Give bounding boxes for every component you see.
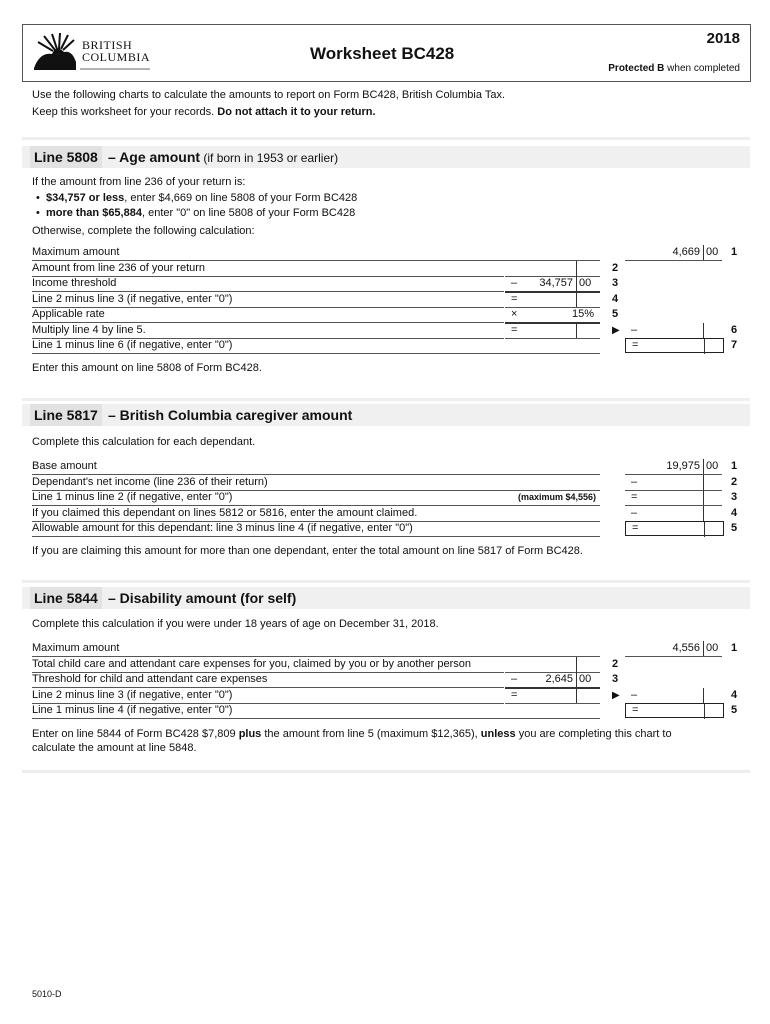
row-label: Allowable amount for this dependant: line 3 minus line 4 (if negative, enter "0") <box>32 521 600 537</box>
minus-sign: – <box>631 324 638 336</box>
amount-field[interactable] <box>505 323 600 339</box>
amount-field[interactable] <box>505 672 600 689</box>
row-label: Multiply line 4 by line 5. <box>32 323 504 339</box>
calc-row-6 <box>0 323 770 339</box>
row-label: Applicable rate <box>32 307 504 323</box>
title-bold: – British Columbia caregiver amount <box>108 407 353 423</box>
section-title <box>108 404 352 426</box>
calc-row-3 <box>0 672 770 688</box>
maximum-note: (maximum $4,556) <box>518 492 597 502</box>
line-number: 1 <box>731 460 738 472</box>
form-code: 5010-D <box>32 989 62 999</box>
calc-row-3 <box>0 276 770 292</box>
amount-field[interactable] <box>505 261 600 277</box>
footer-text: the amount from line 5 (maximum $12,365), <box>261 728 481 740</box>
cents: 00 <box>706 642 719 654</box>
row-label: Amount from line 236 of your return <box>32 261 504 277</box>
section-header-5817 <box>22 404 750 426</box>
amount-field[interactable] <box>625 459 722 475</box>
calc-row-3 <box>0 490 770 506</box>
row-label: Line 2 minus line 3 (if negative, enter "0") <box>32 688 504 704</box>
paragraph: Complete this calculation for each dependant. <box>32 436 256 448</box>
section-header-5844 <box>22 587 750 609</box>
line-number: 6 <box>731 324 738 336</box>
line-number: 2 <box>731 476 738 488</box>
logo-line-2: COLUMBIA <box>82 50 151 64</box>
line-number: 3 <box>731 491 738 503</box>
title-bold: – Disability amount (for self) <box>108 590 297 606</box>
amount-field[interactable] <box>625 688 722 704</box>
multiply-sign: × <box>511 308 518 320</box>
line-number: 4 <box>731 689 738 701</box>
result-field[interactable] <box>625 521 724 536</box>
page-title: Worksheet BC428 <box>310 44 455 63</box>
calc-row-4 <box>0 292 770 308</box>
row-label: Total child care and attendant care expenses for you, claimed by you or by another person <box>32 657 504 673</box>
section-footer: If you are claiming this amount for more than one dependant, enter the total amount on line 5817 of Form BC428. <box>32 545 583 557</box>
amount: 19,975 <box>666 460 700 472</box>
line-tag: Line 5817 <box>30 404 102 426</box>
minus-sign: – <box>511 277 518 289</box>
amount: 34,757 <box>539 277 573 289</box>
protected-rest: when completed <box>664 63 740 74</box>
line-number: 7 <box>731 339 738 351</box>
bullet-bold: $34,757 or less <box>45 192 125 204</box>
equals-sign: = <box>511 689 518 701</box>
intro-line-1: Use the following charts to calculate the amounts to report on Form BC428, British Columbia Tax. <box>32 89 506 101</box>
bullet-bold: more than $65,884 <box>45 207 142 219</box>
logo-line-1: BRITISH <box>82 38 133 52</box>
title-bold: – Age amount <box>108 149 201 165</box>
calc-row-2 <box>0 475 770 491</box>
calc-row-7 <box>0 338 770 354</box>
cents: 00 <box>706 246 719 258</box>
amount: 2,645 <box>545 673 573 685</box>
calc-row-1 <box>0 245 770 261</box>
line-number: 5 <box>731 704 738 716</box>
logo-text <box>82 39 150 63</box>
section-header-5808 <box>22 146 750 168</box>
separator <box>22 398 750 401</box>
cents: 00 <box>706 460 719 472</box>
row-label: Maximum amount <box>32 641 600 657</box>
separator <box>22 580 750 583</box>
line-number: 4 <box>612 293 619 305</box>
arrow-right-icon: ▶ <box>612 690 620 701</box>
amount-field[interactable] <box>625 323 722 339</box>
protected-label <box>608 63 740 74</box>
row-label: Line 1 minus line 6 (if negative, enter "0") <box>32 338 600 354</box>
line-tag: Line 5808 <box>30 146 102 168</box>
amount-field[interactable] <box>625 506 722 522</box>
footer-text: you are completing this chart to <box>515 728 672 740</box>
amount: 4,669 <box>672 246 700 258</box>
line-number: 2 <box>612 658 619 670</box>
section-footer-2: calculate the amount at line 5848. <box>32 742 197 754</box>
amount-field[interactable] <box>625 490 722 506</box>
row-label: Line 2 minus line 3 (if negative, enter "0") <box>32 292 504 308</box>
cents: 00 <box>579 673 592 685</box>
calc-row-5 <box>0 521 770 537</box>
amount-field[interactable] <box>625 641 722 657</box>
line-number: 3 <box>612 673 619 685</box>
row-label: Line 1 minus line 4 (if negative, enter "0") <box>32 703 600 719</box>
line-number: 5 <box>731 522 738 534</box>
protected-bold: Protected B <box>608 63 665 74</box>
row-label: Income threshold <box>32 276 504 292</box>
calc-row-2 <box>0 261 770 277</box>
amount-field[interactable] <box>625 475 722 491</box>
line-number: 4 <box>731 507 738 519</box>
separator <box>22 137 750 140</box>
calc-row-2 <box>0 657 770 673</box>
amount-field[interactable] <box>625 245 722 261</box>
calc-row-5 <box>0 703 770 719</box>
line-number: 1 <box>731 246 738 258</box>
bullet-1: • $34,757 or less, enter $4,669 on line 5808 of your Form BC428 <box>36 192 358 204</box>
footer-text: Enter on line 5844 of Form BC428 $7,809 <box>32 728 239 740</box>
equals-sign: = <box>511 293 518 305</box>
separator <box>22 770 750 773</box>
minus-sign: – <box>631 689 638 701</box>
amount-field[interactable] <box>505 657 600 673</box>
line-number: 5 <box>612 308 619 320</box>
calc-row-4 <box>0 688 770 704</box>
row-label: Line 1 minus line 2 (if negative, enter "0") <box>32 490 600 506</box>
amount: 4,556 <box>672 642 700 654</box>
row-label: Base amount <box>32 459 600 475</box>
amount-field[interactable] <box>505 292 600 308</box>
title-sub: (if born in 1953 or earlier) <box>200 151 339 165</box>
cents: 00 <box>579 277 592 289</box>
intro-text: Keep this worksheet for your records. <box>32 106 218 118</box>
result-field[interactable] <box>625 703 724 718</box>
paragraph: If the amount from line 236 of your return is: <box>32 176 246 188</box>
calc-row-1 <box>0 459 770 475</box>
row-label: Dependant's net income (line 236 of their return) <box>32 475 600 491</box>
line-tag: Line 5844 <box>30 587 102 609</box>
row-label: Maximum amount <box>32 245 600 261</box>
calc-row-4 <box>0 506 770 522</box>
row-label: If you claimed this dependant on lines 5812 or 5816, enter the amount claimed. <box>32 506 600 522</box>
rate: 15% <box>571 308 594 320</box>
amount-field[interactable] <box>505 276 600 293</box>
equals-sign: = <box>632 704 639 716</box>
minus-sign: – <box>511 673 518 685</box>
calc-row-5 <box>0 307 770 323</box>
section-footer <box>32 728 672 740</box>
equals-sign: = <box>631 491 638 503</box>
row-label: Threshold for child and attendant care expenses <box>32 672 504 688</box>
result-field[interactable] <box>625 338 724 353</box>
amount-field[interactable] <box>505 688 600 704</box>
paragraph: Complete this calculation if you were under 18 years of age on December 31, 2018. <box>32 618 439 630</box>
footer-bold: plus <box>238 728 262 740</box>
equals-sign: = <box>632 339 639 351</box>
section-footer: Enter this amount on line 5808 of Form BC428. <box>32 362 262 374</box>
arrow-right-icon: ▶ <box>612 325 620 336</box>
line-number: 2 <box>612 262 619 274</box>
paragraph: Otherwise, complete the following calculation: <box>32 225 255 237</box>
tax-year: 2018 <box>706 30 740 47</box>
calc-row-1 <box>0 641 770 657</box>
minus-sign: – <box>631 476 638 488</box>
bullet-text: , enter $4,669 on line 5808 of your Form BC428 <box>124 192 358 204</box>
section-title <box>108 146 338 169</box>
bullet-text: , enter "0" on line 5808 of your Form BC428 <box>141 207 356 219</box>
bullet-2: • more than $65,884, enter "0" on line 5808 of your Form BC428 <box>36 207 356 219</box>
rate-field <box>505 307 600 324</box>
minus-sign: – <box>631 507 638 519</box>
section-title <box>108 587 296 609</box>
line-number: 1 <box>731 642 738 654</box>
equals-sign: = <box>511 324 518 336</box>
intro-line-2 <box>32 106 376 118</box>
equals-sign: = <box>632 522 639 534</box>
footer-bold: unless <box>480 728 516 740</box>
intro-bold: Do not attach it to your return. <box>217 106 376 118</box>
line-number: 3 <box>612 277 619 289</box>
